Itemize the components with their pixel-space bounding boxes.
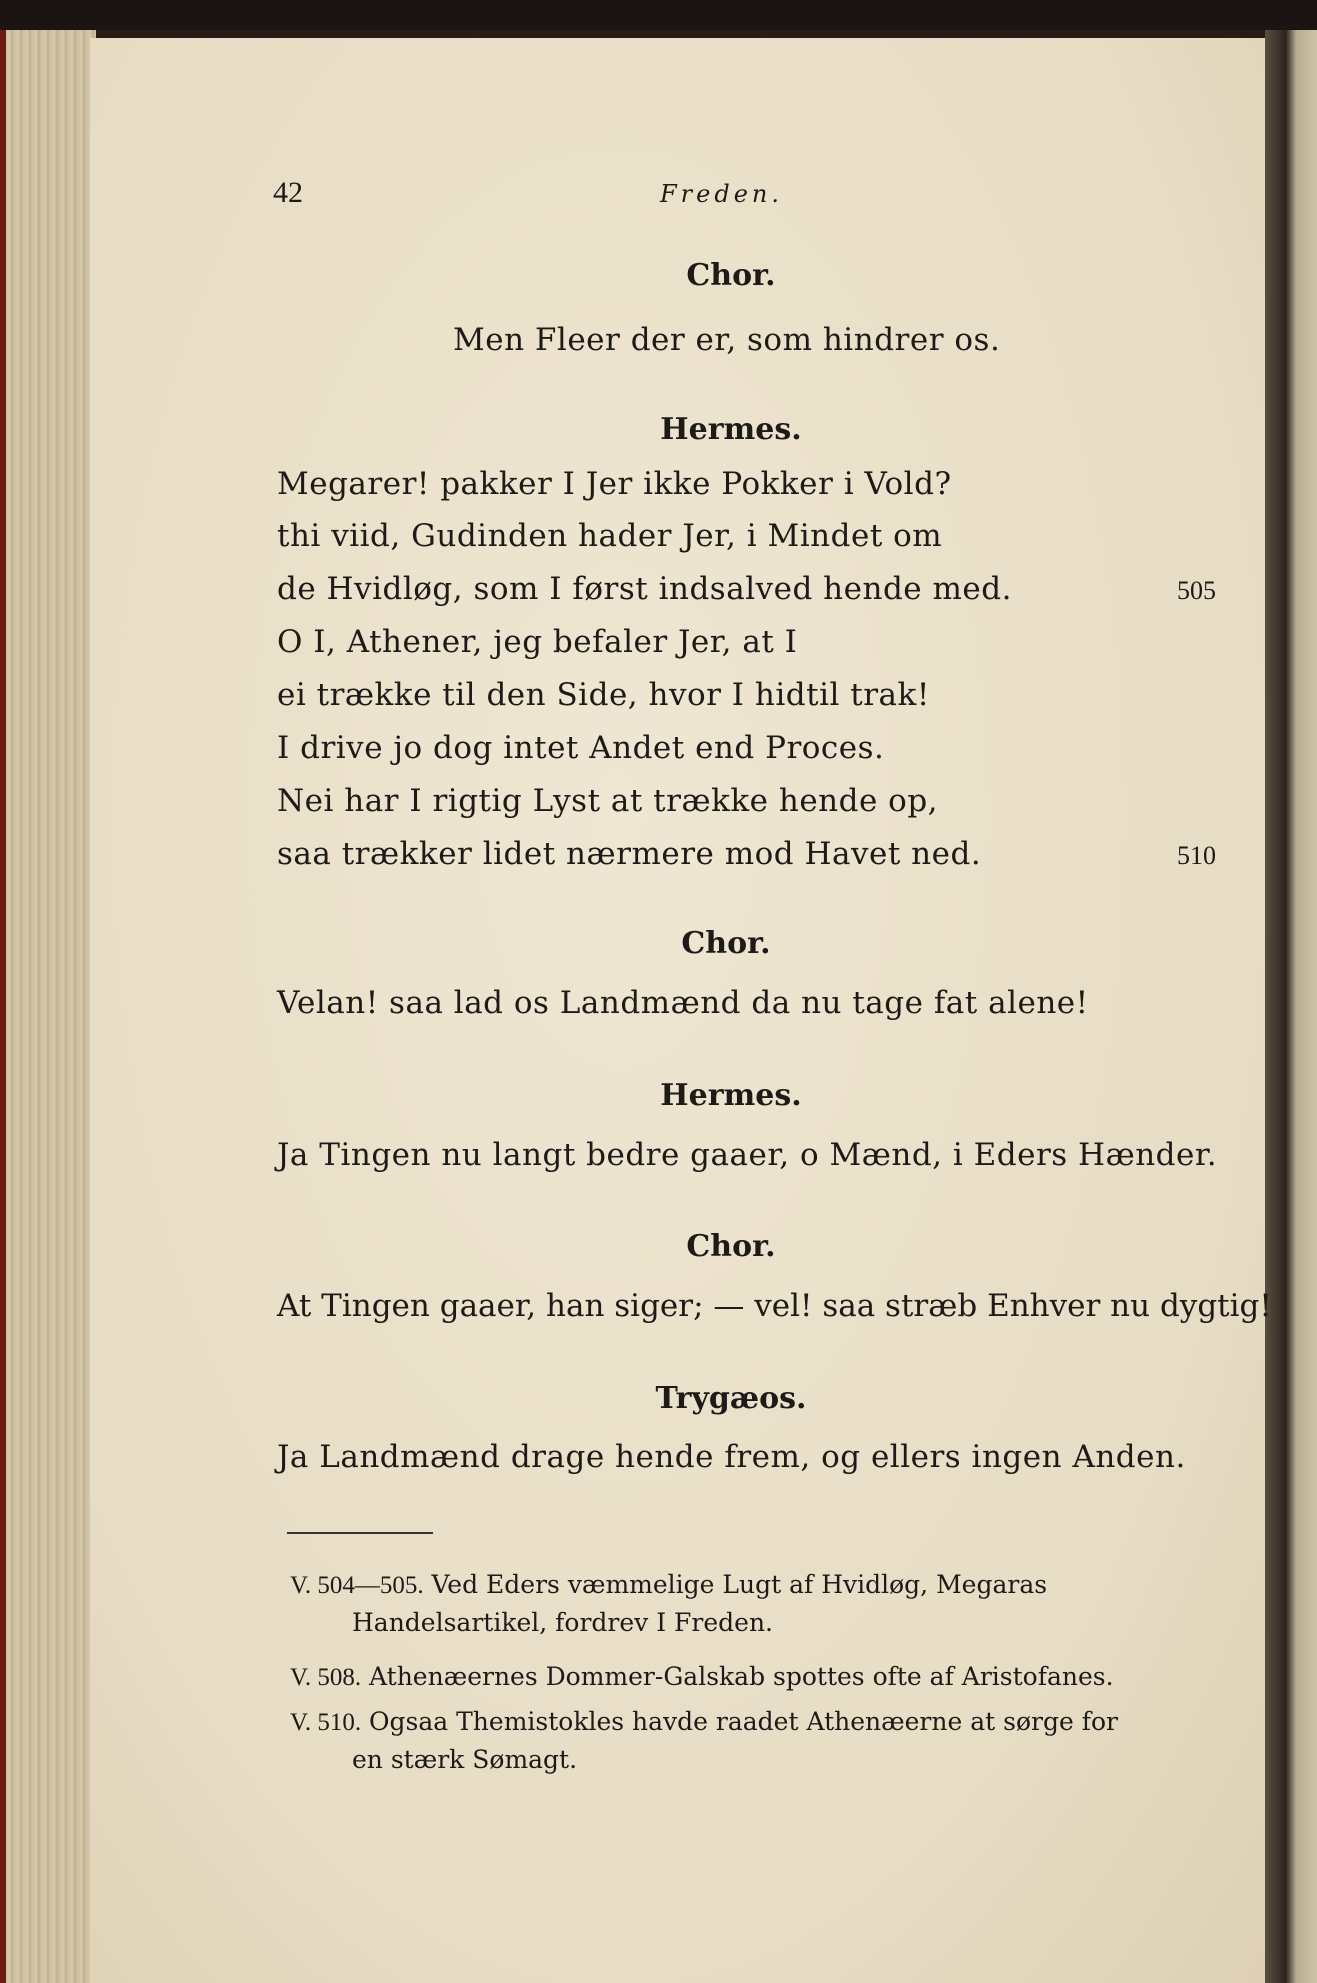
verse-line: O I, Athener, jeg befaler Jer, at I	[277, 624, 798, 660]
verse-line: Megarer! pakker I Jer ikke Pokker i Vold?	[277, 466, 952, 502]
speaker-heading: Chor.	[686, 258, 776, 293]
page-number: 42	[273, 176, 303, 209]
footnote-continuation: Handelsartikel, fordrev I Freden.	[352, 1608, 773, 1637]
verse-line: Men Fleer der er, som hindrer os.	[453, 322, 1001, 358]
verse-line: Velan! saa lad os Landmænd da nu tage fat alene!	[277, 985, 1089, 1021]
verse-line: de Hvidløg, som I først indsalved hende med.	[277, 571, 1012, 607]
line-number: 505	[1177, 576, 1216, 605]
footnote-rule	[287, 1532, 433, 1534]
speaker-heading: Chor.	[681, 926, 771, 961]
speaker-heading: Hermes.	[660, 412, 802, 447]
verse-line: thi viid, Gudinden hader Jer, i Mindet om	[277, 518, 943, 554]
footnote-text: Athenæernes Dommer-Galskab spottes ofte af Aristofanes.	[369, 1662, 1114, 1691]
verse-line: I drive jo dog intet Andet end Proces.	[277, 730, 885, 766]
verse-line: Nei har I rigtig Lyst at trække hende op,	[277, 783, 939, 819]
next-page-edge	[1265, 30, 1317, 1983]
speaker-heading: Chor.	[686, 1229, 776, 1264]
verse-line: ei trække til den Side, hvor I hidtil trak!	[277, 677, 930, 713]
footnote-label: V. 510.	[290, 1709, 362, 1736]
footnote-label: V. 504—505.	[290, 1572, 424, 1599]
verse-line: saa trækker lidet nærmere mod Havet ned.	[277, 836, 982, 872]
speaker-heading: Trygæos.	[655, 1381, 807, 1416]
verse-line: Ja Landmænd drage hende frem, og ellers ingen Anden.	[277, 1439, 1186, 1475]
line-number: 510	[1177, 841, 1216, 870]
footnote	[290, 1570, 1047, 1600]
footnote-text: Ved Eders væmmelige Lugt af Hvidløg, Megaras	[431, 1570, 1048, 1599]
footnote-label: V. 508.	[290, 1664, 362, 1691]
verse-line: At Tingen gaaer, han siger; — vel! saa stræb Enhver nu dygtig!	[277, 1288, 1272, 1324]
footnote-text: Ogsaa Themistokles havde raadet Athenæerne at sørge for	[369, 1707, 1118, 1736]
running-title: Freden.	[660, 180, 783, 208]
verse-line: Ja Tingen nu langt bedre gaaer, o Mænd, i Eders Hænder.	[277, 1137, 1218, 1173]
footnote-continuation: en stærk Sømagt.	[352, 1745, 578, 1774]
footnote	[290, 1662, 1114, 1692]
speaker-heading: Hermes.	[660, 1078, 802, 1113]
page-edges	[0, 30, 96, 1983]
footnote	[290, 1707, 1118, 1737]
